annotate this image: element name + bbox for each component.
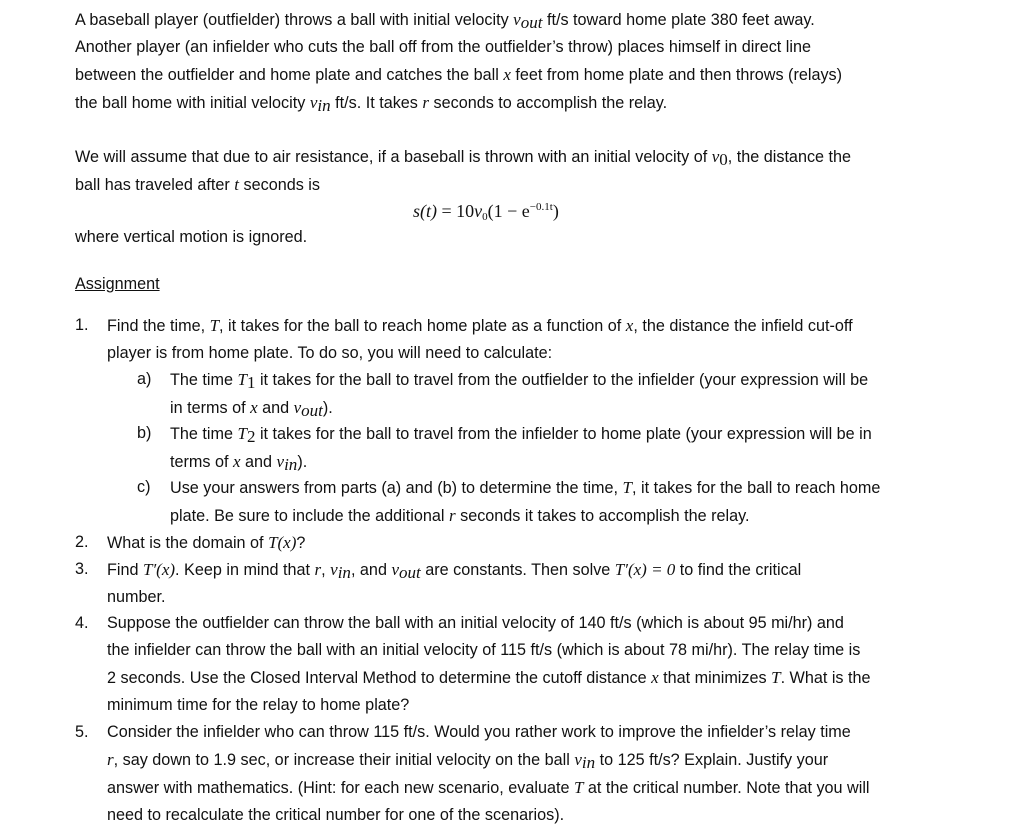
- q1b-text: The time $T_2$ it takes for the ball to travel from the infielder to home plate (your expression will be in terms of x and $v_{in}$).: [170, 424, 872, 474]
- q1c-label: c): [137, 478, 151, 496]
- q2-number: 2.: [75, 533, 89, 551]
- q1a-text: The time $T_1$ it takes for the ball to travel from the outfielder to the infielder (your expression will be in terms of x and $v_{out}$).: [170, 370, 869, 420]
- q4-number: 4.: [75, 614, 89, 632]
- q2-text: What is the domain of T(x)?: [107, 533, 306, 552]
- q1c-text: Use your answers from parts (a) and (b) to determine the time, T, it takes for the ball to reach home plate. Be sure to include the additional r seconds it takes to accomplish the relay.: [170, 478, 881, 525]
- intro-line-2: Another player (an infielder who cuts the ball off from the outfielder’s throw) places himself in direct line: [75, 38, 812, 56]
- q1a-label: a): [137, 370, 152, 388]
- q1-text: Find the time, T, it takes for the ball to reach home plate as a function of x, the distance the infield cut-off player is from home plate. To do so, you will need to calculate:: [107, 316, 853, 362]
- q3-number: 3.: [75, 560, 89, 578]
- q1-number: 1.: [75, 316, 89, 334]
- q3-text: Find T′(x). Keep in mind that r, $v_{in}$, and $v_{out}$ are constants. Then solve T′(x) = 0 to find the critical number.: [107, 560, 802, 606]
- intro-line-1: A baseball player (outfielder) throws a ball with initial velocity $v_{out}$ ft/s toward home plate 380 feet away.: [75, 10, 815, 32]
- q5-number: 5.: [75, 723, 89, 741]
- distance-formula: $s(t) = 10v_0(1 - e^{-0.1t})$: [413, 201, 559, 223]
- intro-line-3: between the outfielder and home plate and catches the ball x feet from home plate and then throws (relays): [75, 65, 843, 84]
- q5-text: Consider the infielder who can throw 115 ft/s. Would you rather work to improve the infielder’s relay time r, say down to 1.9 sec, or increase their initial velocity on the ball $v_{in}$ to 125 ft/s? Explain. Justify your answer with mathematics. (Hint: for each new scenario, evaluate T at the critical number. Note that you will need to recalculate the critical number for one of the scenarios).: [107, 723, 870, 824]
- intro-paragraph: [75, 6, 975, 117]
- q1b-label: b): [137, 424, 152, 442]
- intro-line-4: the ball home with initial velocity $v_{in}$ ft/s. It takes r seconds to accomplish the relay.: [75, 93, 668, 115]
- assumption-line-2: ball has traveled after t seconds is: [75, 175, 320, 194]
- assumption-paragraph: [75, 143, 975, 199]
- assumption-after-text: where vertical motion is ignored.: [75, 228, 308, 246]
- assignment-heading: Assignment: [75, 275, 160, 293]
- assumption-line-1: We will assume that due to air resistance, if a baseball is thrown with an initial velocity of $v_0$, the distance the: [75, 147, 852, 169]
- q4-text: Suppose the outfielder can throw the ball with an initial velocity of 140 ft/s (which is about 95 mi/hr) and the infielder can throw the ball with an initial velocity of 115 ft/s (which is about 78 mi/hr). The relay time is 2 seconds. Use the Closed Interval Method to determine the cutoff distance x that minimizes T. What is the minimum time for the relay to home plate?: [107, 614, 871, 714]
